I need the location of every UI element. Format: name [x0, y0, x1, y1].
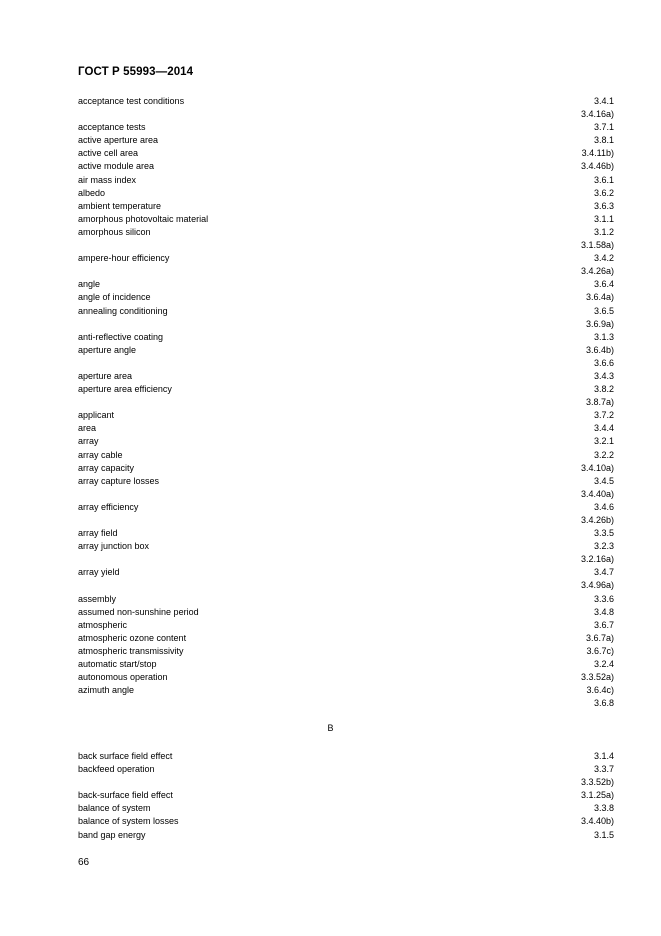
index-term: atmospheric [78, 619, 128, 630]
index-entry [78, 802, 614, 815]
index-entry [78, 449, 614, 462]
index-reference: 3.6.7 [593, 619, 614, 630]
index-entry [78, 593, 614, 606]
index-entry [78, 95, 614, 108]
index-entry [78, 331, 614, 344]
index-reference: 3.4.2 [593, 253, 614, 264]
index-reference: 3.6.1 [593, 174, 614, 185]
index-term: angle [78, 279, 101, 290]
index-entry [78, 213, 614, 226]
index-term: array [78, 436, 99, 447]
index-term: balance of system [78, 803, 151, 814]
index-section-a [78, 95, 614, 710]
index-entry [78, 305, 614, 318]
index-entry [78, 291, 614, 304]
index-reference: 3.3.6 [593, 593, 614, 604]
index-entry [78, 514, 614, 527]
index-entry [78, 462, 614, 475]
index-term: backfeed operation [78, 764, 155, 775]
index-term: balance of system losses [78, 816, 179, 827]
index-term: array cable [78, 449, 123, 460]
index-term: aperture area [78, 370, 133, 381]
index-entry [78, 684, 614, 697]
index-term: band gap energy [78, 829, 146, 840]
index-reference: 3.1.58a) [580, 240, 614, 251]
section-letter-heading: B [327, 723, 334, 733]
index-term: albedo [78, 187, 106, 198]
index-term: array yield [78, 567, 120, 578]
index-reference: 3.4.5 [593, 475, 614, 486]
index-reference: 3.2.3 [593, 541, 614, 552]
index-reference: 3.1.2 [593, 226, 614, 237]
index-entry [78, 579, 614, 592]
index-term: area [78, 423, 97, 434]
index-reference: 3.3.8 [593, 803, 614, 814]
index-entry [78, 750, 614, 763]
index-term: ambient temperature [78, 200, 162, 211]
index-reference: 3.6.5 [593, 305, 614, 316]
index-entry [78, 671, 614, 684]
index-entry [78, 383, 614, 396]
index-entry [78, 121, 614, 134]
index-reference: 3.2.16a) [580, 554, 614, 565]
index-reference: 3.4.7 [593, 567, 614, 578]
index-entry [78, 829, 614, 842]
index-reference: 3.1.3 [593, 331, 614, 342]
index-reference: 3.3.5 [593, 528, 614, 539]
index-reference: 3.4.4 [593, 423, 614, 434]
index-reference: 3.4.6 [593, 501, 614, 512]
index-term: array capacity [78, 462, 135, 473]
index-term: anti-reflective coating [78, 331, 164, 342]
index-entry [78, 697, 614, 710]
index-entry [78, 645, 614, 658]
index-reference: 3.4.40a) [580, 488, 614, 499]
index-reference: 3.4.10a) [580, 462, 614, 473]
index-entry [78, 147, 614, 160]
index-reference: 3.4.8 [593, 606, 614, 617]
index-entry [78, 619, 614, 632]
index-entry [78, 265, 614, 278]
index-term: atmospheric ozone content [78, 632, 187, 643]
index-entry [78, 187, 614, 200]
index-entry [78, 422, 614, 435]
index-entry [78, 606, 614, 619]
index-reference: 3.2.2 [593, 449, 614, 460]
index-reference: 3.7.1 [593, 122, 614, 133]
index-entry [78, 252, 614, 265]
index-entry [78, 396, 614, 409]
index-term: azimuth angle [78, 685, 135, 696]
index-reference: 3.6.9a) [585, 318, 614, 329]
index-reference: 3.2.4 [593, 659, 614, 670]
index-reference: 3.6.7a) [585, 632, 614, 643]
index-entry [78, 488, 614, 501]
index-entry [78, 501, 614, 514]
index-reference: 3.6.4b) [585, 344, 614, 355]
index-term: air mass index [78, 174, 137, 185]
index-term: automatic start/stop [78, 659, 157, 670]
index-term: amorphous photovoltaic material [78, 213, 209, 224]
index-reference: 3.6.8 [593, 698, 614, 709]
index-term: array capture losses [78, 475, 160, 486]
index-reference: 3.6.4 [593, 279, 614, 290]
index-term: active module area [78, 161, 155, 172]
index-entry [78, 239, 614, 252]
index-entry [78, 789, 614, 802]
index-entry [78, 435, 614, 448]
index-entry [78, 370, 614, 383]
index-entry [78, 160, 614, 173]
index-entry [78, 815, 614, 828]
index-term: assumed non-sunshine period [78, 606, 199, 617]
index-term: acceptance tests [78, 122, 146, 133]
document-header: ГОСТ Р 55993—2014 [78, 66, 194, 78]
index-reference: 3.6.2 [593, 187, 614, 198]
index-entry [78, 763, 614, 776]
index-reference: 3.1.5 [593, 829, 614, 840]
index-entry [78, 318, 614, 331]
index-entry [78, 278, 614, 291]
index-term: back-surface field effect [78, 790, 173, 801]
index-reference: 3.7.2 [593, 410, 614, 421]
index-entry [78, 632, 614, 645]
index-reference: 3.3.7 [593, 764, 614, 775]
index-entry [78, 200, 614, 213]
index-entry [78, 566, 614, 579]
index-reference: 3.4.11b) [581, 148, 614, 159]
index-entry [78, 553, 614, 566]
index-entry [78, 776, 614, 789]
index-term: array field [78, 528, 118, 539]
index-reference: 3.6.7c) [586, 645, 614, 656]
index-reference: 3.8.2 [593, 384, 614, 395]
index-reference: 3.3.52a) [580, 672, 614, 683]
index-term: array junction box [78, 541, 150, 552]
index-term: array efficiency [78, 501, 139, 512]
index-entry [78, 409, 614, 422]
index-term: autonomous operation [78, 672, 168, 683]
index-reference: 3.3.52b) [580, 777, 614, 788]
index-term: aperture angle [78, 344, 137, 355]
index-reference: 3.4.96a) [580, 580, 614, 591]
index-entry [78, 475, 614, 488]
index-reference: 3.4.26a) [580, 266, 614, 277]
index-reference: 3.4.40b) [580, 816, 614, 827]
index-entry [78, 174, 614, 187]
index-section-b [78, 750, 614, 842]
index-entry [78, 527, 614, 540]
index-entry [78, 344, 614, 357]
index-term: ampere-hour efficiency [78, 253, 170, 264]
index-term: amorphous silicon [78, 226, 151, 237]
index-term: applicant [78, 410, 115, 421]
index-reference: 3.8.7a) [585, 397, 614, 408]
index-entry [78, 108, 614, 121]
index-term: assembly [78, 593, 117, 604]
index-reference: 3.4.3 [593, 370, 614, 381]
index-reference: 3.6.3 [593, 200, 614, 211]
index-term: acceptance test conditions [78, 96, 185, 106]
index-entry [78, 357, 614, 370]
index-reference: 3.1.4 [593, 751, 614, 761]
index-reference: 3.6.4a) [585, 292, 614, 303]
index-reference: 3.6.6 [593, 357, 614, 368]
index-term: back surface field effect [78, 751, 173, 761]
index-entry [78, 540, 614, 553]
index-entry [78, 226, 614, 239]
index-reference: 3.1.1 [593, 213, 614, 224]
index-reference: 3.1.25a) [580, 790, 614, 801]
index-reference: 3.2.1 [593, 436, 614, 447]
index-term: active cell area [78, 148, 139, 159]
index-reference: 3.8.1 [593, 135, 614, 146]
index-reference: 3.4.46b) [580, 161, 614, 172]
page-number: 66 [78, 857, 90, 868]
index-term: angle of incidence [78, 292, 151, 303]
index-term: annealing conditioning [78, 305, 168, 316]
index-term: active aperture area [78, 135, 159, 146]
index-entry [78, 658, 614, 671]
index-term: aperture area efficiency [78, 384, 172, 395]
index-reference: 3.6.4c) [586, 685, 614, 696]
index-reference: 3.4.26b) [580, 515, 614, 525]
index-term: atmospheric transmissivity [78, 645, 184, 656]
index-reference: 3.4.1 [593, 96, 614, 106]
index-entry [78, 134, 614, 147]
index-reference: 3.4.16a) [580, 109, 614, 120]
